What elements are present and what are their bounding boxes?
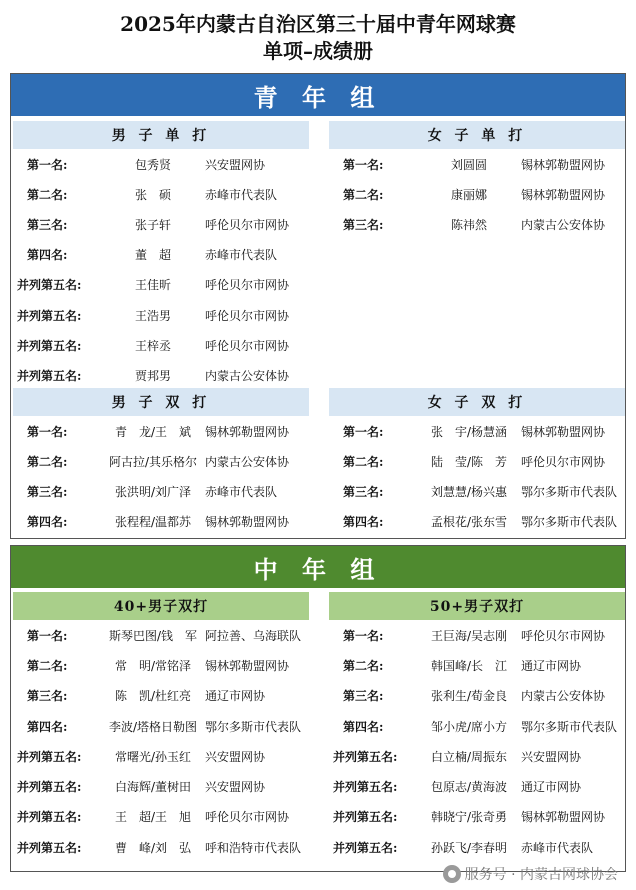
- team-name: 呼伦贝尔市网协: [521, 628, 606, 643]
- rank-label: 第三名:: [343, 484, 384, 499]
- rank-label: 第一名:: [27, 157, 68, 172]
- rank-label: 第四名:: [27, 515, 68, 530]
- team-name: 内蒙古公安体协: [521, 689, 606, 704]
- rank-label: 并列第五名:: [333, 780, 398, 795]
- result-row: [329, 416, 625, 446]
- team-name: 鄂尔多斯市代表队: [521, 484, 618, 499]
- rank-label: 并列第五名:: [17, 840, 82, 855]
- result-row: [329, 446, 625, 476]
- player-name: 康丽娜: [450, 187, 487, 202]
- team-name: 鄂尔多斯市代表队: [205, 719, 302, 734]
- result-row: [13, 771, 309, 801]
- result-row: [329, 507, 625, 537]
- rank-label: 第四名:: [27, 719, 68, 734]
- result-row: [13, 476, 309, 506]
- player-name: 李波/塔格日勒图: [108, 719, 198, 734]
- player-name: 张 硕: [134, 187, 171, 202]
- result-row: [13, 300, 309, 330]
- womens-doubles-header: 女 子 双 打: [329, 388, 625, 416]
- rank-label: 第二名:: [343, 187, 384, 202]
- player-name: 包秀贤: [134, 157, 171, 172]
- team-name: 鄂尔多斯市代表队: [521, 515, 618, 530]
- result-row: [13, 711, 309, 741]
- team-name: 通辽市网协: [521, 780, 582, 795]
- player-name: 张程程/温都苏: [114, 515, 192, 530]
- result-row: [329, 802, 625, 832]
- mens-50-header: 50+男子双打: [329, 592, 625, 620]
- team-name: 呼伦贝尔市网协: [205, 810, 290, 825]
- player-name: 邹小虎/席小方: [430, 719, 508, 734]
- player-name: 陈祎然: [450, 217, 487, 232]
- team-name: 兴安盟网协: [205, 780, 266, 795]
- youth-band: 青 年 组: [11, 74, 625, 116]
- middle-band: 中 年 组: [11, 546, 625, 588]
- rank-label: 并列第五名:: [17, 780, 82, 795]
- player-name: 王佳昕: [134, 278, 171, 293]
- result-row: [13, 360, 309, 390]
- team-name: 呼伦贝尔市网协: [205, 308, 290, 323]
- team-name: 内蒙古公安体协: [205, 368, 290, 383]
- wechat-icon: [443, 865, 461, 883]
- youth-womens-singles: [329, 121, 625, 240]
- rank-label: 第三名:: [343, 217, 384, 232]
- player-name: 陆 莹/陈 芳: [430, 454, 508, 469]
- result-row: [13, 270, 309, 300]
- rank-label: 第二名:: [27, 658, 68, 673]
- result-row: [13, 741, 309, 771]
- player-name: 贾邦男: [134, 368, 171, 383]
- middle-section: [10, 545, 626, 872]
- rank-label: 并列第五名:: [17, 308, 82, 323]
- rank-label: 第三名:: [27, 689, 68, 704]
- rank-label: 并列第五名:: [333, 810, 398, 825]
- player-name: 阿古拉/其乐格尔: [108, 454, 198, 469]
- team-name: 赤峰市代表队: [205, 187, 278, 202]
- player-name: 青 龙/王 斌: [114, 424, 192, 439]
- rank-label: 并列第五名:: [17, 749, 82, 764]
- result-row: [13, 149, 309, 179]
- team-name: 呼伦贝尔市网协: [205, 338, 290, 353]
- document-title: 2025年内蒙古自治区第三十届中青年网球赛: [120, 12, 516, 36]
- result-row: [13, 681, 309, 711]
- result-row: [13, 650, 309, 680]
- result-row: [13, 209, 309, 239]
- team-name: 内蒙古公安体协: [205, 454, 290, 469]
- player-name: 孟根花/张东雪: [430, 515, 508, 530]
- youth-section: [10, 73, 626, 539]
- team-name: 阿拉善、乌海联队: [205, 628, 302, 643]
- rank-label: 并列第五名:: [17, 810, 82, 825]
- rank-label: 第一名:: [343, 628, 384, 643]
- result-row: [13, 620, 309, 650]
- rank-label: 第四名:: [27, 248, 68, 263]
- rank-label: 第二名:: [343, 658, 384, 673]
- rank-label: 并列第五名:: [17, 278, 82, 293]
- mens-doubles-header: 男 子 双 打: [13, 388, 309, 416]
- team-name: 内蒙古公安体协: [521, 217, 606, 232]
- team-name: 呼伦贝尔市网协: [205, 278, 290, 293]
- watermark-text: 服务号 · 内蒙古网球协会: [464, 867, 618, 883]
- result-row: [13, 330, 309, 360]
- player-name: 刘圆圆: [450, 157, 487, 172]
- result-row: [329, 149, 625, 179]
- rank-label: 第二名:: [27, 454, 68, 469]
- team-name: 锡林郭勒盟网协: [205, 424, 290, 439]
- womens-singles-header: 女 子 单 打: [329, 121, 625, 149]
- team-name: 呼伦贝尔市网协: [205, 217, 290, 232]
- team-name: 兴安盟网协: [205, 157, 266, 172]
- rank-label: 第三名:: [343, 689, 384, 704]
- team-name: 通辽市网协: [521, 658, 582, 673]
- rank-label: 第三名:: [27, 217, 68, 232]
- player-name: 白海辉/董树田: [114, 780, 192, 795]
- player-name: 曹 峰/刘 弘: [114, 840, 192, 855]
- rank-label: 第二名:: [27, 187, 68, 202]
- rank-label: 并列第五名:: [333, 840, 398, 855]
- result-row: [329, 476, 625, 506]
- rank-label: 并列第五名:: [17, 368, 82, 383]
- rank-label: 并列第五名:: [17, 338, 82, 353]
- team-name: 赤峰市代表队: [205, 484, 278, 499]
- result-row: [13, 240, 309, 270]
- mens-50-doubles: [329, 592, 625, 862]
- team-name: 兴安盟网协: [521, 749, 582, 764]
- result-row: [13, 802, 309, 832]
- team-name: 鄂尔多斯市代表队: [521, 719, 618, 734]
- player-name: 王梓丞: [134, 338, 171, 353]
- result-row: [13, 507, 309, 537]
- result-row: [329, 832, 625, 862]
- rank-label: 第四名:: [343, 515, 384, 530]
- result-row: [329, 650, 625, 680]
- player-name: 董 超: [134, 248, 171, 263]
- result-row: [329, 179, 625, 209]
- rank-label: 第四名:: [343, 719, 384, 734]
- player-name: 张利生/荀金良: [430, 689, 508, 704]
- rank-label: 第三名:: [27, 484, 68, 499]
- youth-mens-doubles: [13, 388, 309, 537]
- mens-40-doubles: [13, 592, 309, 862]
- player-name: 常曙光/孙玉红: [114, 749, 192, 764]
- rank-label: 并列第五名:: [333, 749, 398, 764]
- player-name: 包原志/黄海波: [430, 780, 508, 795]
- team-name: 赤峰市代表队: [521, 840, 594, 855]
- player-name: 王 超/王 旭: [114, 810, 192, 825]
- result-row: [13, 832, 309, 862]
- mens-singles-header: 男 子 单 打: [13, 121, 309, 149]
- rank-label: 第一名:: [27, 628, 68, 643]
- player-name: 常 明/常铭泽: [114, 658, 192, 673]
- team-name: 兴安盟网协: [205, 749, 266, 764]
- team-name: 锡林郭勒盟网协: [205, 515, 290, 530]
- result-row: [329, 620, 625, 650]
- mens-40-header: 40+男子双打: [13, 592, 309, 620]
- result-row: [329, 209, 625, 239]
- team-name: 通辽市网协: [205, 689, 266, 704]
- document-subtitle: 单项–成绩册: [263, 39, 373, 63]
- youth-mens-singles: [13, 121, 309, 391]
- result-row: [329, 771, 625, 801]
- player-name: 孙跃飞/李春明: [430, 840, 508, 855]
- team-name: 锡林郭勒盟网协: [521, 424, 606, 439]
- rank-label: 第一名:: [343, 157, 384, 172]
- team-name: 锡林郭勒盟网协: [521, 810, 606, 825]
- youth-womens-doubles: [329, 388, 625, 537]
- player-name: 韩国峰/长 江: [430, 658, 508, 673]
- team-name: 赤峰市代表队: [205, 248, 278, 263]
- player-name: 张洪明/刘广泽: [114, 484, 192, 499]
- player-name: 韩晓宁/张奇勇: [430, 810, 508, 825]
- team-name: 锡林郭勒盟网协: [205, 658, 290, 673]
- rank-label: 第一名:: [343, 424, 384, 439]
- result-row: [13, 446, 309, 476]
- player-name: 斯琴巴图/钱 军: [108, 628, 198, 643]
- team-name: 呼和浩特市代表队: [205, 840, 302, 855]
- rank-label: 第二名:: [343, 454, 384, 469]
- team-name: 锡林郭勒盟网协: [521, 187, 606, 202]
- result-row: [329, 681, 625, 711]
- result-row: [13, 179, 309, 209]
- player-name: 白立楠/周振东: [430, 749, 508, 764]
- result-row: [329, 711, 625, 741]
- team-name: 锡林郭勒盟网协: [521, 157, 606, 172]
- player-name: 王浩男: [134, 308, 171, 323]
- watermark: [443, 864, 618, 884]
- team-name: 呼伦贝尔市网协: [521, 454, 606, 469]
- result-row: [329, 741, 625, 771]
- player-name: 陈 凯/杜红亮: [114, 689, 192, 704]
- player-name: 王巨海/吴志刚: [430, 628, 508, 643]
- player-name: 刘慧慧/杨兴惠: [430, 484, 508, 499]
- player-name: 张子轩: [134, 217, 171, 232]
- player-name: 张 宇/杨慧涵: [430, 424, 508, 439]
- rank-label: 第一名:: [27, 424, 68, 439]
- result-row: [13, 416, 309, 446]
